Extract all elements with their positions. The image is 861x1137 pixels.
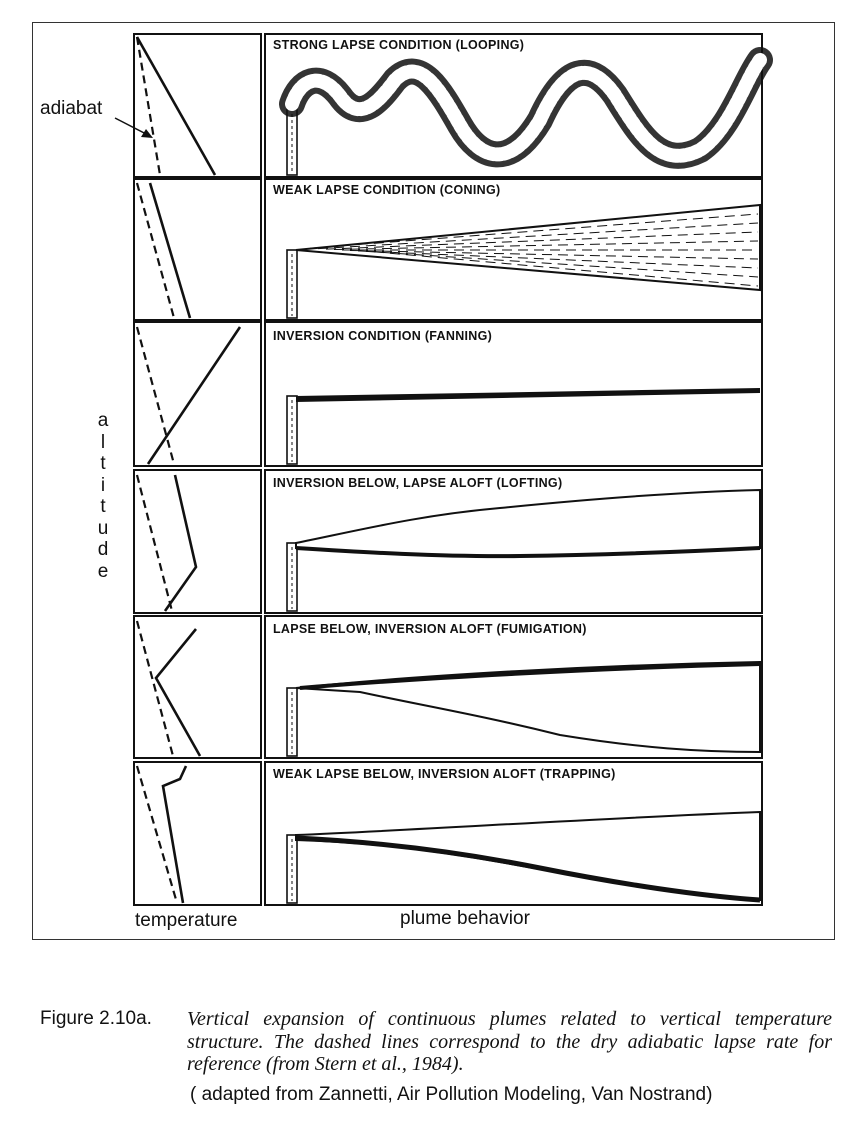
temperature-panel-box: [134, 616, 261, 758]
temperature-profile-line: [163, 766, 186, 903]
panel-title-looping: STRONG LAPSE CONDITION (LOOPING): [273, 38, 525, 52]
temperature-panel-box: [134, 179, 261, 320]
temperature-panel-box: [134, 34, 261, 177]
temperature-profile-line: [156, 629, 200, 756]
lofting-plume: [296, 490, 760, 556]
adiabat-arrowhead: [141, 129, 153, 138]
panel-title-fumigation: LAPSE BELOW, INVERSION ALOFT (FUMIGATION): [273, 622, 587, 636]
trapping-plume: [296, 812, 760, 900]
caption-source: ( adapted from Zannetti, Air Pollution Modeling, Van Nostrand): [190, 1084, 713, 1105]
temperature-profile-line: [165, 475, 196, 611]
panel-title-lofting: INVERSION BELOW, LAPSE ALOFT (LOFTING): [273, 476, 563, 490]
plume-behavior-label: plume behavior: [400, 908, 530, 929]
adiabat-dashed-line: [137, 621, 173, 756]
altitude-letter: i: [100, 474, 106, 496]
adiabat-label: adiabat: [40, 98, 103, 119]
temperature-profile-line: [148, 327, 240, 464]
temperature-axis-label: temperature: [135, 910, 238, 931]
caption-figure-number: Figure 2.10a.: [40, 1008, 152, 1029]
temperature-panel-box: [134, 762, 261, 905]
caption-text: Vertical expansion of continuous plumes related to vertical temperature structure. The dashed lines correspond to the dry adiabatic lapse rate for reference (from Stern et al., 1984).: [187, 1008, 832, 1075]
fanning-plume: [296, 388, 760, 402]
altitude-letter: e: [97, 560, 109, 582]
adiabat-dashed-line: [137, 475, 172, 611]
panel-title-trapping: WEAK LAPSE BELOW, INVERSION ALOFT (TRAPPING): [273, 767, 616, 781]
adiabat-dashed-line: [137, 327, 174, 464]
altitude-letter: t: [100, 453, 106, 474]
panel-title-coning: WEAK LAPSE CONDITION (CONING): [273, 183, 501, 197]
altitude-letter: l: [100, 431, 106, 453]
panel-title-fanning: INVERSION CONDITION (FANNING): [273, 329, 493, 343]
altitude-letter: t: [100, 496, 106, 517]
altitude-letter: u: [97, 517, 109, 539]
fumigation-plume: [296, 662, 760, 752]
altitude-letter: a: [97, 410, 109, 431]
altitude-letter: d: [97, 539, 109, 560]
temperature-panel-box: [134, 322, 261, 466]
